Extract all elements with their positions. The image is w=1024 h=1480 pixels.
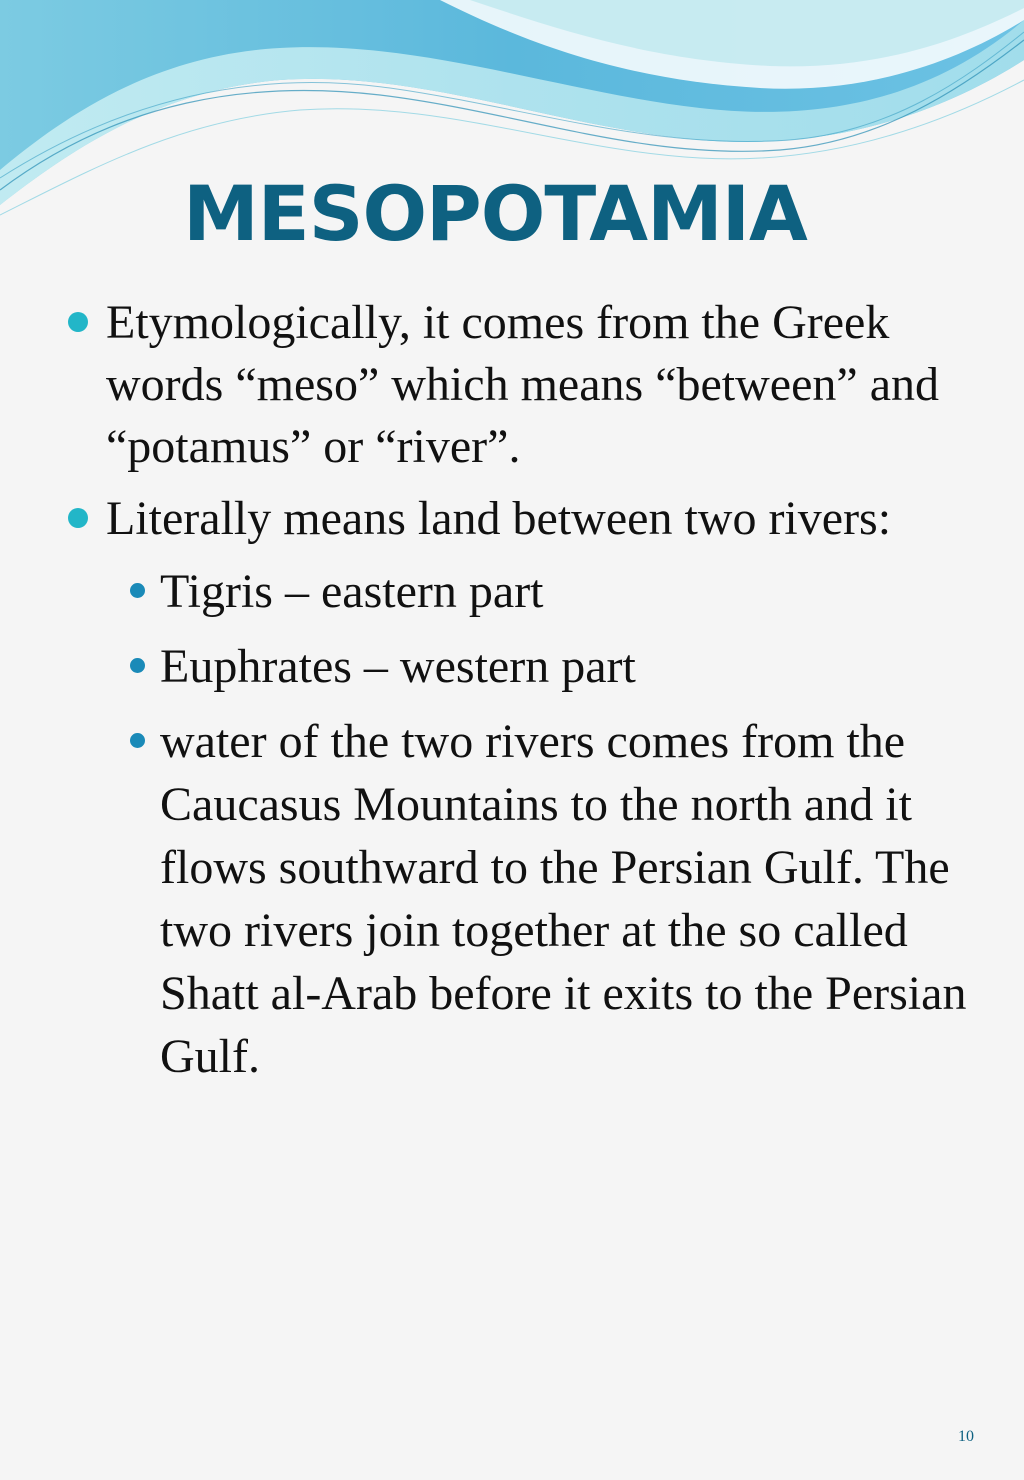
sub-bullet-dot-icon	[130, 583, 145, 598]
sub-bullet-text: Tigris – eastern part	[160, 565, 544, 618]
sub-bullet-dot-icon	[130, 733, 145, 748]
page-number: 10	[958, 1428, 974, 1445]
sub-bullet-dot-icon	[130, 658, 145, 673]
bullet-dot-icon	[68, 312, 88, 332]
bullet-dot-icon	[68, 508, 88, 528]
bullet-etymology	[106, 292, 956, 478]
sub-bullet-text: water of the two rivers comes from the Caucasus Mountains to the north and it flows southward to the Persian Gulf. The two rivers join together at the so called Shatt al-Arab before it exits to the Persian Gulf.	[160, 715, 967, 1083]
slide-title: MESOPOTAMIA	[183, 169, 807, 258]
sub-bullet-tigris	[160, 560, 980, 623]
bullet-text: Literally means land between two rivers:	[106, 492, 892, 545]
bullet-literal-meaning	[106, 488, 956, 550]
sub-bullet-water-source	[160, 710, 980, 1088]
bullet-text: Etymologically, it comes from the Greek words “meso” which means “between” and “potamus” or “river”.	[106, 296, 940, 473]
sub-bullet-euphrates	[160, 635, 980, 698]
sub-bullet-text: Euphrates – western part	[160, 640, 636, 693]
slide-body	[0, 292, 1024, 1100]
